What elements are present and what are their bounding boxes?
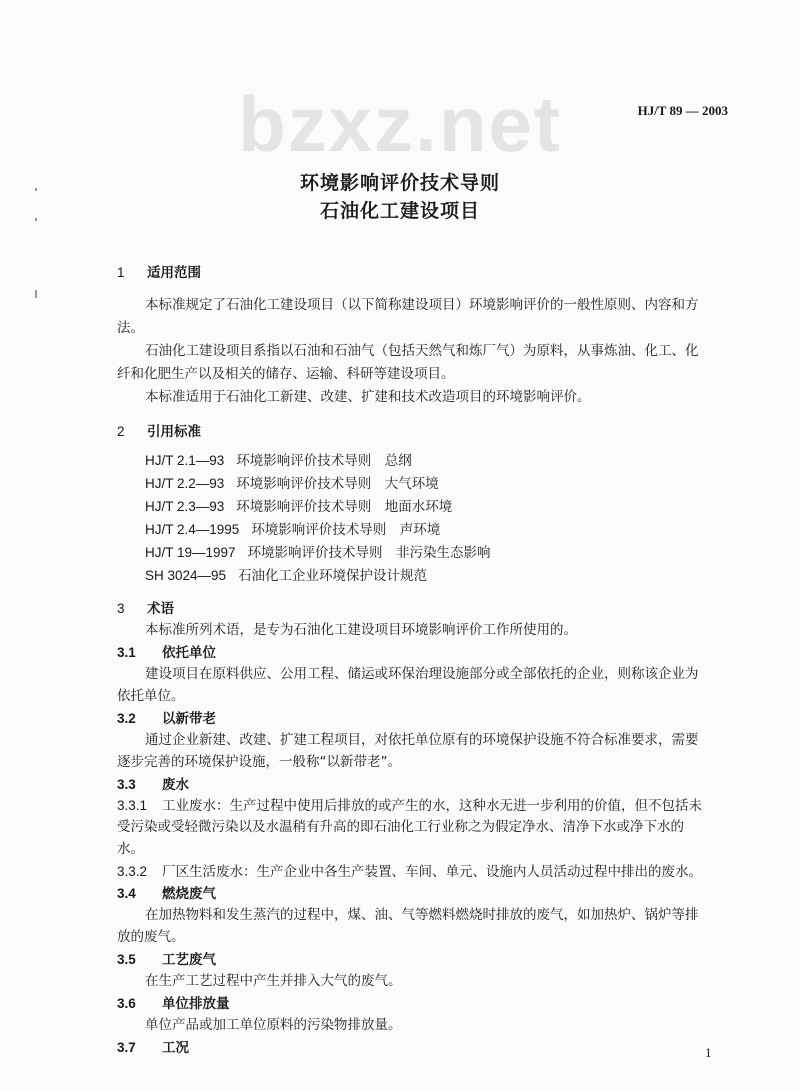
reference-title: 环境影响评价技术导则 大气环境: [236, 476, 439, 492]
section-number: 1: [117, 265, 125, 280]
paragraph-line: 通过企业新建、改建、扩建工程项目，对依托单位原有的环境保护设施不符合标准要求，需要: [145, 731, 699, 748]
section-heading: [117, 420, 732, 443]
reference-code: HJ/T 19—1997: [145, 545, 236, 560]
paragraph-line: [117, 795, 732, 817]
reference-item: [117, 449, 732, 472]
paragraph-line: 在生产工艺过程中产生并排入大气的废气。: [145, 972, 402, 989]
subsection-number: 3.2: [117, 710, 136, 726]
page-number: 1: [705, 1045, 712, 1060]
subsection-title: 燃烧废气: [162, 886, 216, 903]
reference-item: [117, 564, 732, 587]
paragraph-line: 法。: [117, 320, 144, 336]
subsection-heading: [117, 1037, 732, 1059]
reference-title: 环境影响评价技术导则 总纲: [236, 453, 412, 469]
standard-code: HJ/T 89 — 2003: [637, 103, 728, 118]
subsection-title: 单位排放量: [162, 995, 230, 1012]
clause-text: 工业废水：生产过程中使用后排放的或产生的水，这种水无进一步利用的价值，但不包括未: [162, 798, 702, 815]
reference-code: HJ/T 2.3—93: [145, 499, 225, 514]
title-line-1: 环境影响评价技术导则: [299, 172, 500, 194]
paragraph-line: 逐步完善的环境保护设施，一般称“以新带老”。: [117, 753, 401, 770]
reference-code: HJ/T 2.4—1995: [145, 522, 240, 537]
section-3: [117, 598, 732, 1059]
paragraph-line: 受污染或受轻微污染以及水温稍有升高的即石油化工行业称之为假定净水、清净下水或净下水的: [117, 819, 684, 836]
subsection-heading: [117, 774, 732, 796]
section-heading: [117, 261, 732, 284]
paragraph-line: 纤和化肥生产以及相关的储存、运输、科研等建设项目。: [117, 366, 455, 382]
paragraph-line: 石油化工建设项目系指以石油和石油气（包括天然气和炼厂气）为原料，从事炼油、化工、化: [145, 343, 699, 359]
subsection-heading: [117, 642, 732, 664]
paragraph-line: 在加热物料和发生蒸汽的过程中，煤、油、气等燃料燃烧时排放的废气，如加热炉、锅炉等排: [145, 907, 699, 924]
reference-title: 环境影响评价技术导则 声环境: [251, 522, 441, 538]
section-title: 术语: [147, 601, 174, 617]
subsection-number: 3.1: [117, 644, 136, 660]
scan-mark: [35, 290, 37, 298]
section-2: [117, 420, 732, 587]
paragraph-line: 本标准适用于石油化工新建、改建、扩建和技术改造项目的环境影响评价。: [145, 389, 591, 405]
paragraph-line: [117, 861, 732, 883]
subsection-title: 以新带老: [162, 710, 216, 727]
clause-number: 3.3.2: [117, 864, 148, 880]
reference-code: HJ/T 2.2—93: [145, 476, 225, 491]
subsection-number: 3.6: [117, 995, 136, 1011]
reference-item: [117, 472, 732, 495]
section-number: 2: [117, 424, 125, 439]
section-title: 适用范围: [147, 265, 201, 281]
watermark: bzxz.net: [238, 80, 562, 168]
subsection-number: 3.5: [117, 952, 136, 967]
subsection-heading: [117, 708, 732, 730]
paragraph-line: 本标准所列术语，是专为石油化工建设项目环境影响评价工作所使用的。: [145, 621, 577, 638]
paragraph-line: 依托单位。: [117, 687, 185, 704]
paragraph-line: 单位产品或加工单位原料的污染物排放量。: [145, 1016, 402, 1033]
reference-title: 环境影响评价技术导则 地面水环境: [236, 499, 453, 515]
reference-code: SH 3024—95: [145, 568, 227, 583]
subsection-title: 工艺废气: [162, 952, 216, 968]
reference-item: [117, 541, 732, 564]
subsection-heading: [117, 883, 732, 905]
reference-title: 石油化工企业环境保护设计规范: [238, 568, 428, 584]
subsection-number: 3.4: [117, 886, 136, 902]
subsection-title: 依托单位: [162, 644, 216, 661]
section-heading: [117, 598, 732, 620]
paragraph-line: 水。: [117, 841, 144, 858]
subsection-heading: [117, 949, 732, 971]
section-1: [117, 261, 732, 409]
clause-text: 厂区生活废水：生产企业中各生产装置、车间、单元、设施内人员活动过程中排出的废水。: [162, 864, 702, 881]
subsection-heading: [117, 993, 732, 1015]
reference-code: HJ/T 2.1—93: [145, 453, 225, 468]
section-number: 3: [117, 601, 125, 616]
subsection-number: 3.3: [117, 776, 136, 792]
title-line-2: 石油化工建设项目: [319, 200, 480, 222]
section-title: 引用标准: [147, 424, 201, 440]
reference-item: [117, 495, 732, 518]
reference-item: [117, 518, 732, 541]
clause-number: 3.3.1: [117, 798, 148, 814]
paragraph-line: 本标准规定了石油化工建设项目（以下简称建设项目）环境影响评价的一般性原则、内容和方: [145, 297, 699, 313]
subsection-title: 工况: [162, 1039, 189, 1056]
subsection-number: 3.7: [117, 1039, 136, 1055]
paragraph-line: 建设项目在原料供应、公用工程、储运或环保治理设施部分或全部依托的企业，则称该企业为: [145, 665, 699, 682]
reference-title: 环境影响评价技术导则 非污染生态影响: [247, 545, 491, 561]
subsection-title: 废水: [162, 776, 189, 793]
paragraph-line: 放的废气。: [117, 929, 185, 946]
